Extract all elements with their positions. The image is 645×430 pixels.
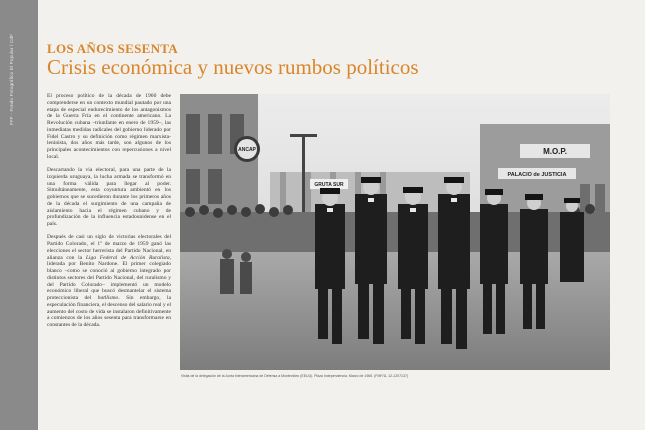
mop-sign-text: M.O.P.: [543, 147, 567, 156]
photo-illustration: [180, 94, 610, 370]
paragraph-3: [47, 234, 171, 329]
ancap-sign-text: ANCAP: [238, 147, 256, 153]
section-kicker: LOS AÑOS SESENTA: [47, 41, 178, 56]
paragraph-3-italic-liga: Liga Federal de Acción Ruralista: [85, 254, 170, 261]
paragraph-3-text-a: Después de casi un siglo de victorias electorales del Partido Colorado, el 1º de marzo de 1959 ganó las elecciones el sector herrerista del Partido Nacional, en alianza con la: [47, 234, 171, 261]
paragraph-2: Descartando la vía electoral, para una parte de la izquierda uruguaya, la lucha armada se transformó en una forma válida para llegar al poder. Simultáneamente, esta coyuntura ambientó en los gobiernos que se sucedieron durante los primeros años de la década el surgimiento de una campaña de aislamiento hacia el régimen cubano y de profundización de la influencia estadounidense en el país.: [47, 167, 171, 227]
sidebar-credit: FFF - Fondo Fotográfico El Popular / CdF: [9, 33, 14, 125]
palacio-sign-text: PALACIO de JUSTICIA: [507, 172, 567, 178]
page-title: Crisis económica y nuevos rumbos políticos: [47, 55, 419, 79]
photo-caption: Visita de la delegación de la Junta Interamericana de Defensa a Montevideo (EEUU). Plaza Independencia. Marzo de 1965. (FMF/1L 12-1207137): [181, 374, 409, 378]
gruta-sign-text: GRUTA SUR: [314, 182, 344, 188]
paragraph-3-text-c: , liderada por Benito Nardone. El primer colegiado blanco –como se conoció al gobierno integrado por distintos sectores del Partido Nacional, del ruralismo y del Partido Colorado– implementó un modelo económico liberal que buscó desmantelar el sistema proteccionista del: [47, 254, 171, 301]
body-text-column: [47, 93, 171, 335]
historical-photo: [180, 94, 610, 370]
paragraph-3-italic-batllismo: batllismo: [97, 295, 119, 301]
paragraph-1: El proceso político de la década de 1960 debe comprenderse en un contexto mundial pautado por una etapa de especial endurecimiento de los antagonismos de la Guerra Fría en el continente americano. La Revolución cubana –triunfante en enero de 1959–, las inmediatas medidas radicales del gobierno liderado por Fidel Castro y su definición como régimen marxista-leninista, dos años más tarde, son algunos de los principales acontecimientos con repercusiones a nivel local.: [47, 93, 171, 160]
sidebar-strip: [0, 0, 38, 430]
paragraph-3-text-e: . Sin embargo, la especulación financiera, el descenso del salario real y el aumento del costo de vida se instalaron definitivamente a comienzos de los años sesenta para transformarse en constantes de la década.: [47, 295, 171, 328]
